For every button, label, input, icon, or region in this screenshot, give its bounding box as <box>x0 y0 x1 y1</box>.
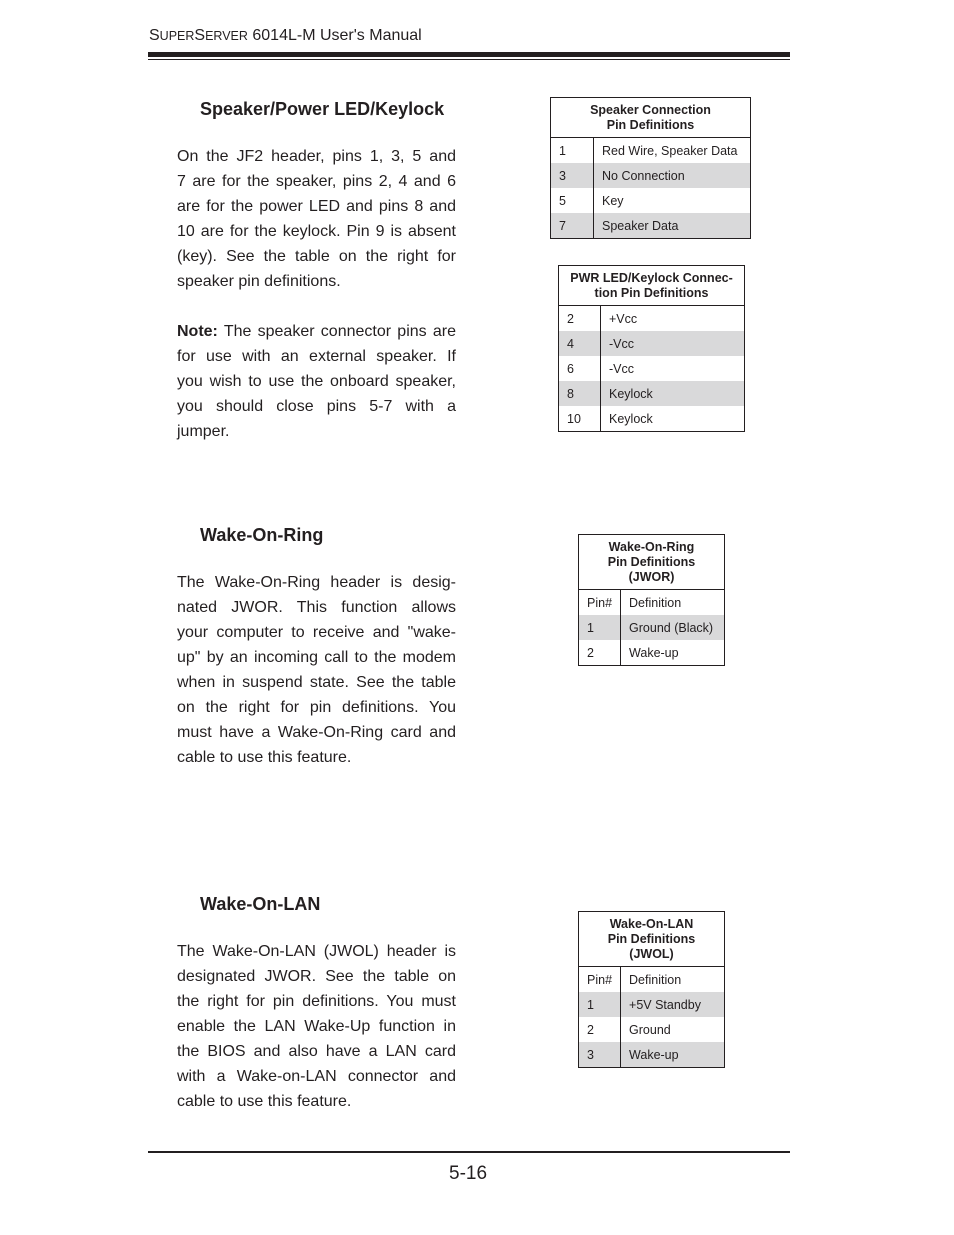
table-row: 2 Ground <box>579 1017 725 1042</box>
pwr-led-keylock-pin-table: PWR LED/Keylock Connec- tion Pin Definitions 2 +Vcc 4 -Vcc 6 -Vcc 8 Keylock 10 Keylock <box>558 265 745 432</box>
table-row: 5 Key <box>551 188 751 213</box>
running-header: SUPERSERVER 6014L-M User's Manual <box>149 27 422 44</box>
table-row: 1 Red Wire, Speaker Data <box>551 138 751 164</box>
page-number: 5-16 <box>449 1163 488 1184</box>
table-row: 10 Keylock <box>559 406 745 432</box>
wake-on-lan-pin-table: Wake-On-LAN Pin Definitions (JWOL) Pin# Definition 1 +5V Standby 2 Ground 3 Wake-up <box>578 911 725 1068</box>
section-heading-wake-on-ring: Wake-On-Ring <box>200 525 324 545</box>
wake-on-ring-paragraph: The Wake-On-Ring header is desig- nated JWOR. This function allows your computer to receive and "wake- up" by an incoming call to the modem when in suspend state. See the table on the right for pin definitions. You must have a Wake-On-Ring card and cable to use this feature. <box>177 574 456 766</box>
table-row: 3 No Connection <box>551 163 751 188</box>
speaker-paragraph: On the JF2 header, pins 1, 3, 5 and 7 are for the speaker, pins 2, 4 and 6 are for the power LED and pins 8 and 10 are for the keylock. Pin 9 is absent (key). See the table on the right for speaker pin definitions. <box>177 148 456 290</box>
table-row: Pin# Definition <box>579 590 725 616</box>
table-row: 8 Keylock <box>559 381 745 406</box>
table-row: 3 Wake-up <box>579 1042 725 1068</box>
wake-on-lan-paragraph: The Wake-On-LAN (JWOL) header is designated JWOR. See the table on the right for pin definitions. You must enable the LAN Wake-Up function in the BIOS and also have a LAN card with a Wake-on-LAN connector and cable to use this feature. <box>177 943 456 1110</box>
section-heading-speaker: Speaker/Power LED/Keylock <box>200 99 445 119</box>
header-rule-thin <box>148 59 790 60</box>
table-row: 4 -Vcc <box>559 331 745 356</box>
table-row: 2 +Vcc <box>559 306 745 332</box>
footer-rule <box>148 1151 790 1153</box>
section-heading-wake-on-lan: Wake-On-LAN <box>200 894 321 914</box>
table-row: 7 Speaker Data <box>551 213 751 239</box>
table-row: 6 -Vcc <box>559 356 745 381</box>
speaker-pin-table: Speaker Connection Pin Definitions 1 Red Wire, Speaker Data 3 No Connection 5 Key 7 Speaker Data <box>550 97 751 239</box>
table-row: 2 Wake-up <box>579 640 725 666</box>
table-row: 1 Ground (Black) <box>579 615 725 640</box>
table-row: Pin# Definition <box>579 967 725 993</box>
table-row: 1 +5V Standby <box>579 992 725 1017</box>
header-rule <box>148 52 790 57</box>
speaker-note: Note: The speaker connector pins are for use with an external speaker. If you wish to use the onboard speaker, you should close pins 5-7 with a jumper. <box>177 323 456 440</box>
wake-on-ring-pin-table: Wake-On-Ring Pin Definitions (JWOR) Pin# Definition 1 Ground (Black) 2 Wake-up <box>578 534 725 666</box>
